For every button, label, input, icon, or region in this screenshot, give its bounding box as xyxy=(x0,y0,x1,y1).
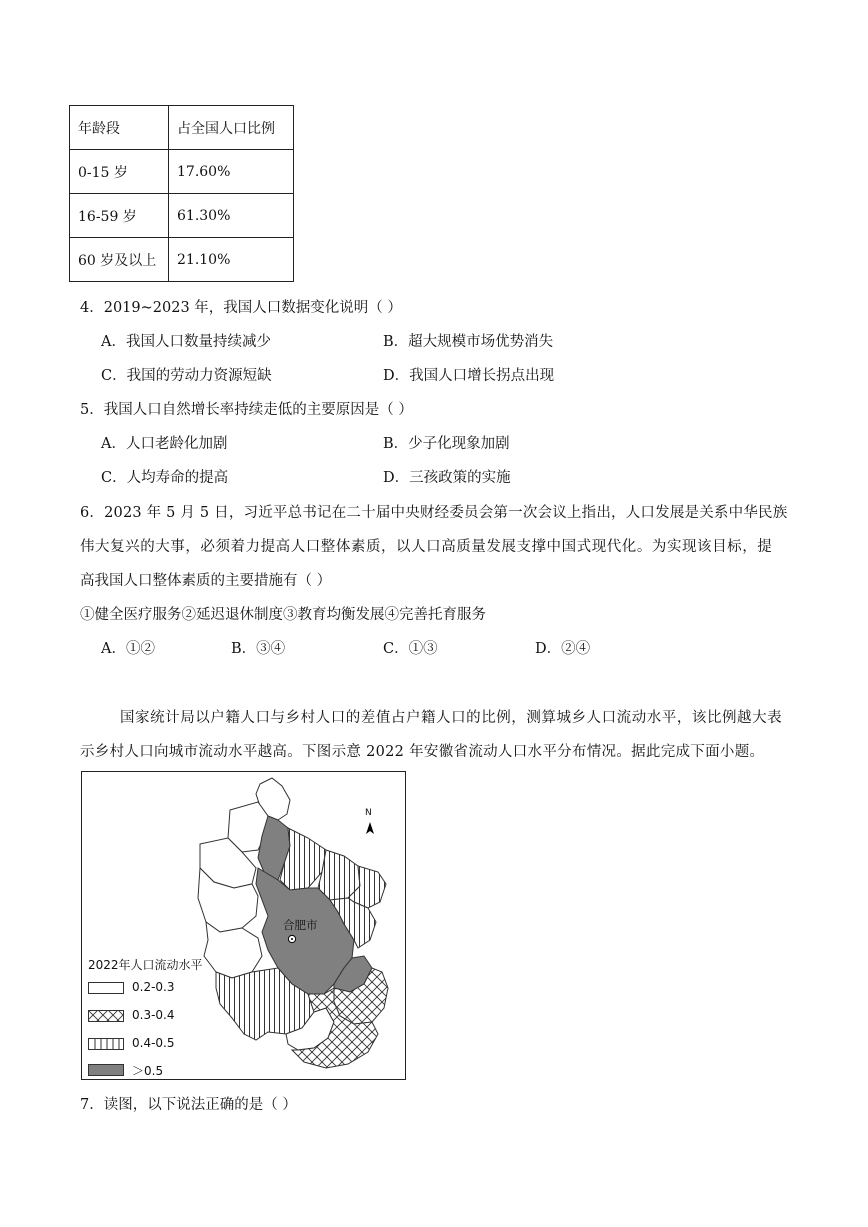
question-6-stem-line-1: 6．2023 年 5 月 5 日，习近平总书记在二十届中央财经委员会第一次会议上指出，人口发展是关系中华民族 xyxy=(80,505,788,521)
table-row xyxy=(70,194,294,238)
legend-swatch-blank xyxy=(88,982,124,994)
north-arrow-icon xyxy=(366,822,374,834)
question-4-option-b: B．超大规模市场优势消失 xyxy=(383,334,554,350)
intro-line-1: 国家统计局以户籍人口与乡村人口的差值占户籍人口的比例，测算城乡人口流动水平，该比例越大表 xyxy=(120,710,783,726)
question-5-option-b: B．少子化现象加剧 xyxy=(383,436,510,452)
legend-title: 2022年人口流动水平 xyxy=(88,958,203,972)
table-header-cell: 年龄段 xyxy=(70,106,169,150)
question-7-stem: 7．读图，以下说法正确的是（ ） xyxy=(80,1097,297,1113)
table-cell: 0-15 岁 xyxy=(70,150,169,194)
legend-swatch-vertical-lines xyxy=(88,1038,124,1050)
question-4-option-c: C．我国的劳动力资源短缺 xyxy=(101,368,272,384)
legend-label: 0.2-0.3 xyxy=(132,980,175,994)
question-4-option-a: A．我国人口数量持续减少 xyxy=(101,334,271,350)
map-graphic xyxy=(82,772,405,1079)
age-population-table xyxy=(69,105,294,282)
question-6-stem-line-2: 伟大复兴的大事，必须着力提高人口整体素质，以人口高质量发展支撑中国式现代化。为实现该目标，提 xyxy=(80,539,773,555)
table-cell: 61.30% xyxy=(169,194,294,238)
table-cell: 16-59 岁 xyxy=(70,194,169,238)
hefei-city-label: 合肥市 xyxy=(283,918,318,932)
table-cell: 21.10% xyxy=(169,238,294,282)
question-6-items: ①健全医疗服务②延迟退休制度③教育均衡发展④完善托育服务 xyxy=(80,607,486,623)
legend-label: ＞0.5 xyxy=(132,1064,164,1078)
question-5-stem: 5．我国人口自然增长率持续走低的主要原因是（ ） xyxy=(80,402,413,418)
question-4-option-d: D．我国人口增长拐点出现 xyxy=(383,368,555,384)
question-5-option-d: D．三孩政策的实施 xyxy=(383,470,511,486)
legend-swatch-crosshatch xyxy=(88,1010,124,1022)
question-6-option-d: D．②④ xyxy=(535,641,591,657)
question-6-option-b: B．③④ xyxy=(231,641,286,657)
table-header-row xyxy=(70,106,294,150)
legend-label: 0.4-0.5 xyxy=(132,1036,175,1050)
region-west-2 xyxy=(204,922,262,978)
question-5-option-c: C．人均寿命的提高 xyxy=(101,470,229,486)
question-6-option-a: A．①② xyxy=(101,641,155,657)
question-6-option-c: C．①③ xyxy=(383,641,438,657)
table-header-cell: 占全国人口比例 xyxy=(169,106,294,150)
question-4-stem: 4．2019~2023 年，我国人口数据变化说明（ ） xyxy=(80,300,402,316)
question-5-option-a: A．人口老龄化加剧 xyxy=(101,436,228,452)
table-row xyxy=(70,238,294,282)
anhui-population-flow-map xyxy=(81,771,406,1080)
legend-label: 0.3-0.4 xyxy=(132,1008,175,1022)
intro-line-2: 示乡村人口向城市流动水平越高。下图示意 2022 年安徽省流动人口水平分布情况。据此完成下面小题。 xyxy=(80,744,765,760)
legend-swatch-solid-gray xyxy=(88,1064,124,1076)
table-cell: 60 岁及以上 xyxy=(70,238,169,282)
table-row xyxy=(70,150,294,194)
table-cell: 17.60% xyxy=(169,150,294,194)
question-6-stem-line-3: 高我国人口整体素质的主要措施有（ ） xyxy=(80,573,332,589)
north-label: N xyxy=(365,808,372,818)
